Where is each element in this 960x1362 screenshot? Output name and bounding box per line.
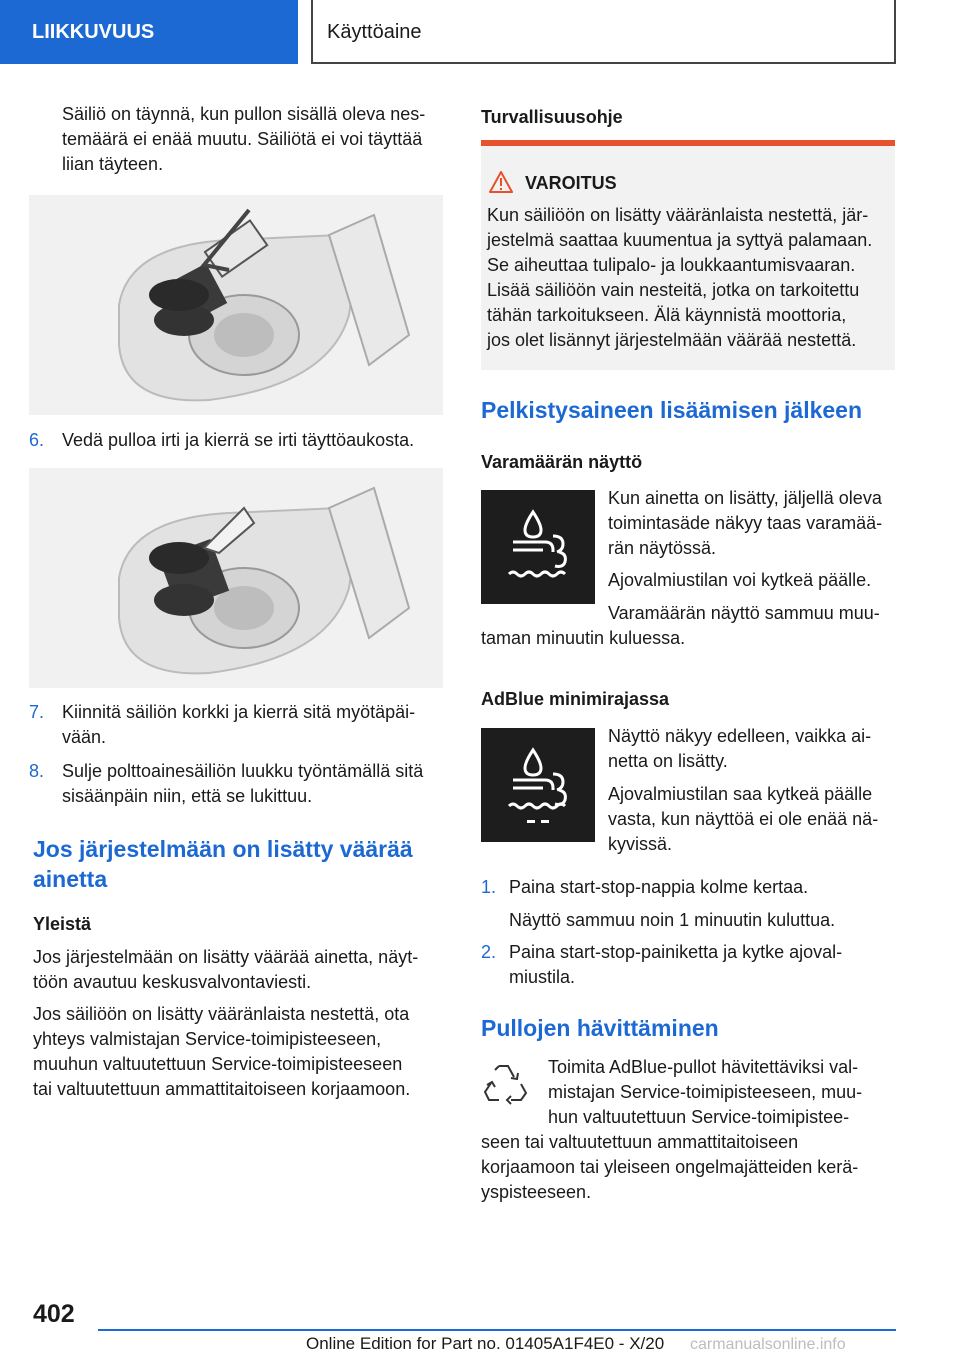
step-7: 7. Kiinnitä säiliön korkki ja kierrä sitä myötäpäi- vään.: [29, 702, 416, 747]
range-display-image: [481, 490, 595, 604]
minimum-subheading: AdBlue minimirajassa: [481, 689, 670, 709]
minimum-display-image: [481, 728, 595, 842]
range-paragraph-1: Kun ainetta on lisätty, jäljellä oleva toimintasäde näkyy taas varamää- rän näytössä.: [608, 488, 883, 558]
section-tab: LIIKKUVUUS: [0, 0, 298, 64]
bottle-remove-image: [29, 468, 443, 688]
disposal-heading: Pullojen hävittäminen: [481, 1015, 719, 1041]
adblue-minimum-symbol-icon: [481, 728, 595, 842]
general-paragraph-1: Jos järjestelmään on lisätty väärää ainetta, näyt- töön avautuu keskusvalvontaviesti.: [33, 947, 419, 992]
filler-neck-illustration: [29, 468, 443, 688]
filler-neck-illustration: [29, 195, 443, 415]
wrong-fluid-heading: Jos järjestelmään on lisätty väärää ainetta: [33, 836, 413, 892]
step-8: 8. Sulje polttoainesäiliön luukku työntämällä sitä sisäänpäin niin, että se lukittuu.: [29, 761, 424, 806]
safety-title: Turvallisuusohje: [481, 107, 623, 127]
warning-label: VAROITUS: [525, 173, 617, 193]
range-display-subheading: Varamäärän näyttö: [481, 452, 643, 472]
bottle-insert-image: [29, 195, 443, 415]
step-1: 1. Paina start-stop-nappia kolme kertaa. Näyttö sammuu noin 1 minuutin kuluttua.: [481, 877, 836, 930]
edition-text: Online Edition for Part no. 01405A1F4E0 - X/20: [306, 1334, 665, 1353]
intro-paragraph: Säiliö on täynnä, kun pullon sisällä oleva nes- temäärä ei enää muutu. Säiliötä ei voi täyttää liian täyteen.: [62, 104, 426, 174]
after-adding-heading: Pelkistysaineen lisäämisen jälkeen: [481, 397, 863, 423]
warning-triangle-icon: [489, 171, 513, 198]
step-2: 2. Paina start-stop-painiketta ja kytke ajoval- miustila.: [481, 942, 843, 987]
step-6: 6. Vedä pulloa irti ja kierrä se irti täyttöaukosta.: [29, 430, 415, 450]
general-subheading: Yleistä: [33, 914, 92, 934]
chapter-title: Käyttöaine: [311, 0, 896, 64]
adblue-symbol-icon: [481, 490, 595, 604]
warning-box: [481, 140, 895, 370]
warning-text: Kun säiliöön on lisätty vääränlaista nestettä, jär- jestelmä saattaa kuumentua ja syttyä palamaan. Se aiheuttaa tulipalo- ja loukkaantumisvaaran. Lisää säiliöön vain nesteitä, jotka on tarkoitettu tähän tarkoitukseen. Älä käynnistä moottoria, jos olet lisännyt järjestelmään väärää nestettä.: [487, 205, 873, 350]
range-paragraph-2: Ajovalmiustilan voi kytkeä päälle.: [608, 570, 872, 590]
minimum-paragraph-1: Näyttö näkyy edelleen, vaikka ai- netta on lisätty.: [608, 726, 872, 771]
general-paragraph-2: Jos säiliöön on lisätty vääränlaista nestettä, ota yhteys valmistajan Service-toimipisteeseen, muuhun valtuutettuun Service-toimipisteeseen tai valtuutettuun ammattitaitoiseen korjaamoon.: [33, 1004, 411, 1099]
disposal-paragraph: Toimita AdBlue-pullot hävitettäviksi val- mistajan Service-toimipisteeseen, muu- hun valtuutettuun Service-toimipistee- seen tai valtuutettuun ammattitaitoiseen korjaamoon tai yleiseen ongelmajätteiden kerä- yspisteeseen.: [481, 1057, 863, 1202]
watermark: carmanualsonline.info: [690, 1336, 846, 1353]
footer-rule: [98, 1329, 896, 1331]
page-number: 402: [33, 1300, 75, 1328]
minimum-paragraph-2: Ajovalmiustilan saa kytkeä päälle vasta, kun näyttöä ei ole enää nä- kyvissä.: [608, 784, 879, 854]
range-paragraph-3: Varamäärän näyttö sammuu muu- taman minuutin kuluessa.: [481, 603, 880, 648]
